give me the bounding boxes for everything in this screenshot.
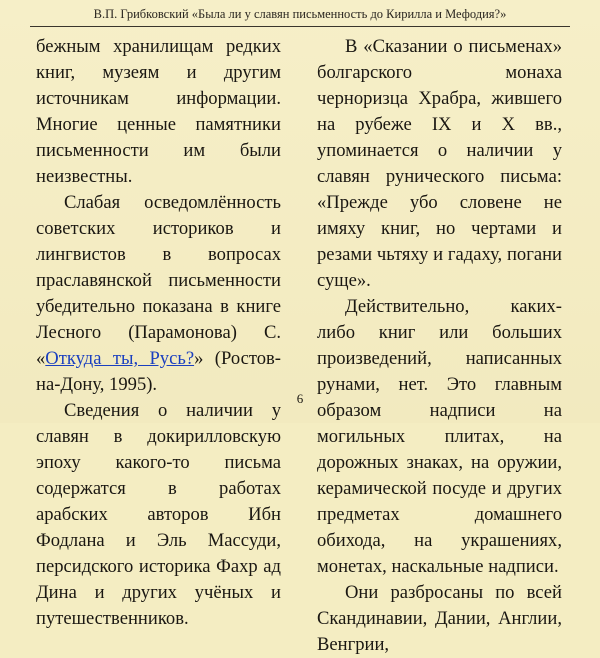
header-rule (30, 26, 570, 27)
left-column (36, 34, 281, 632)
left-paragraph-2-text-before: Слабая осведомлённость советских историков и лингвистов в вопросах праславянской письменности убедительно показана в книге Лесного (Парамонова) С. « (36, 192, 281, 369)
left-paragraph-2 (36, 190, 281, 398)
page-number: 6 (296, 391, 304, 406)
left-paragraph-2-text-after: » (Ростов-на-Дону, 1995). (36, 348, 281, 395)
running-header: В.П. Грибковский «Была ли у славян письменность до Кирилла и Мефодия?» (93, 7, 507, 21)
right-paragraph-3: Они разбросаны по всей Скандинавии, Дании, Англии, Венгрии, (317, 582, 562, 655)
right-paragraph-2: Действительно, каких-либо книг или больших произведений, написанных рунами, нет. Это главным образом надписи на могильных плитах, на дорожных знаках, на оружии, керамической посуде и других предметах домашнего обихода, на украшениях, монетах, наскальные надписи. (317, 296, 562, 577)
left-paragraph-1: бежным хранилищам редких книг, музеям и другим источникам информации. Многие ценные памятники письменности им были неизвестны. (36, 36, 281, 187)
right-column (317, 34, 562, 658)
book-title-link[interactable]: Откуда ты, Русь? (45, 348, 195, 369)
left-paragraph-3: Сведения о наличии у славян в докирилловскую эпоху какого-то письма содержатся в работах арабских авторов Ибн Фодлана и Эль Массуди, персидского историка Фахр ад Дина и других учёных и путешественников. (36, 400, 281, 629)
right-paragraph-1: В «Сказании о письменах» болгарского монаха черноризца Храбра, жившего на рубеже IX и X вв., упоминается о наличии у славян рунического письма: «Прежде убо словене не имяху книг, но чертами и резами чьтяху и гадаху, погани суще». (317, 36, 562, 291)
